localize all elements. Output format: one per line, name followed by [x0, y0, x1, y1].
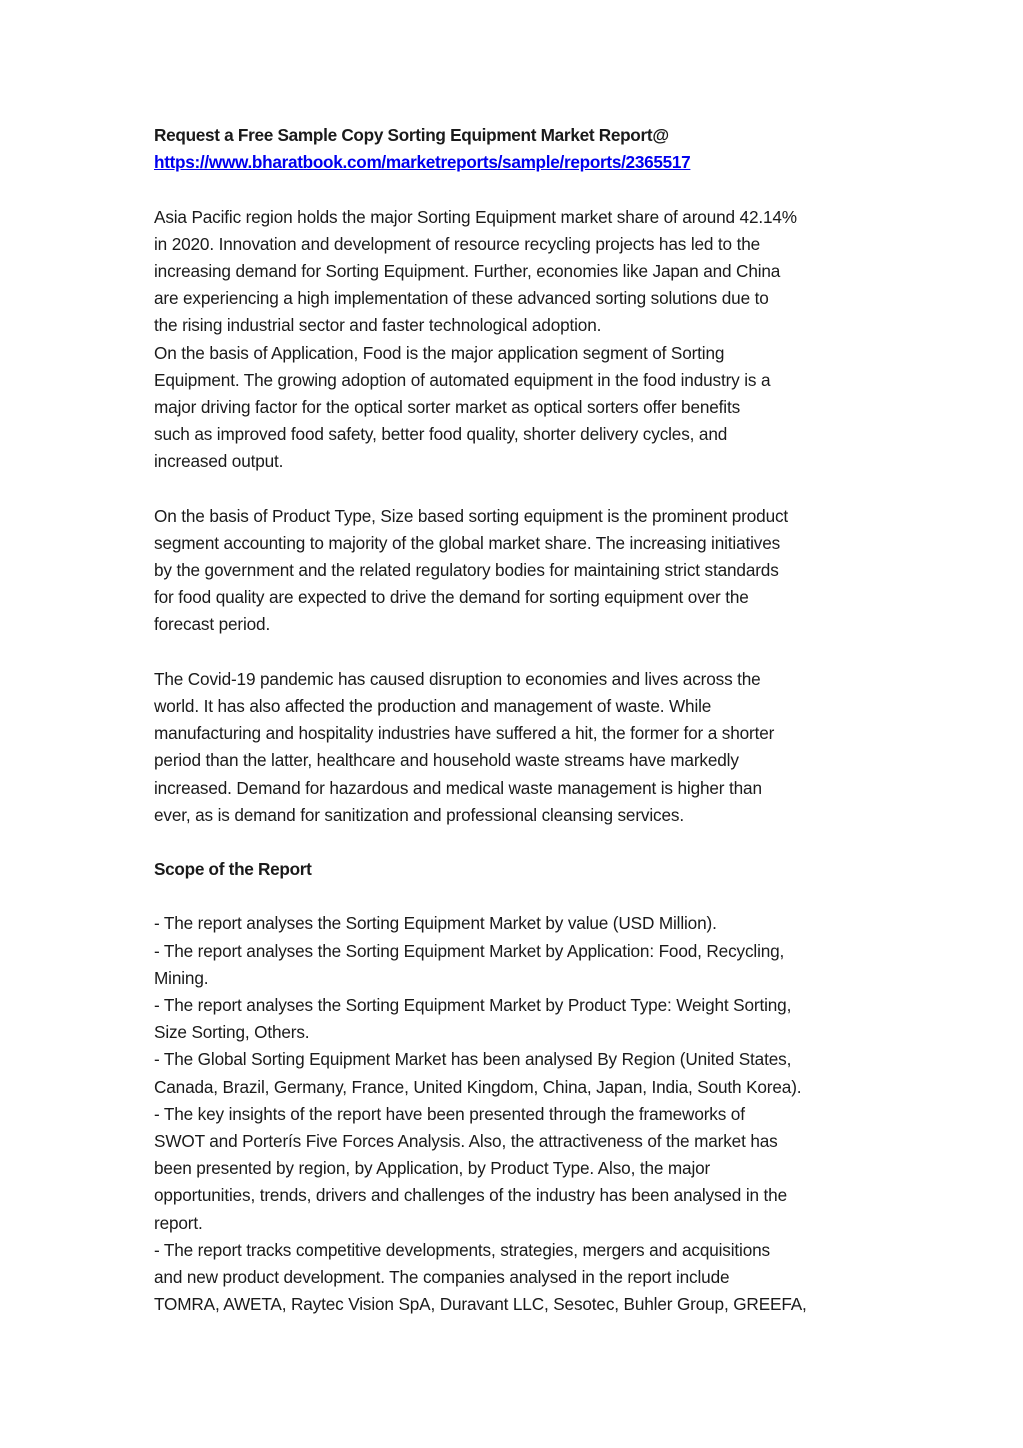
scope-line: report.	[154, 1212, 203, 1233]
scope-line: been presented by region, by Application, by Product Type. Also, the major	[154, 1158, 711, 1179]
text-line: forecast period.	[154, 614, 271, 635]
scope-line: - The report analyses the Sorting Equipment Market by Application: Food, Recycling,	[154, 940, 785, 961]
text-line: world. It has also affected the production and management of waste. While	[154, 695, 712, 716]
text-line: increased output.	[154, 451, 284, 472]
text-line: The Covid-19 pandemic has caused disruption to economies and lives across the	[154, 668, 761, 689]
text-line: manufacturing and hospitality industries have suffered a hit, the former for a shorter	[154, 723, 775, 744]
text-line: increasing demand for Sorting Equipment. Further, economies like Japan and China	[154, 260, 781, 281]
scope-line: TOMRA, AWETA, Raytec Vision SpA, Duravant LLC, Sesotec, Buhler Group, GREEFA,	[154, 1294, 807, 1315]
document-body	[154, 122, 894, 1318]
scope-list	[154, 910, 894, 1318]
sample-request-heading: Request a Free Sample Copy Sorting Equipment Market Report@	[154, 125, 669, 145]
scope-line: - The Global Sorting Equipment Market has been analysed By Region (United States,	[154, 1049, 792, 1070]
scope-line: opportunities, trends, drivers and challenges of the industry has been analysed in the	[154, 1185, 787, 1206]
paragraph-product-type	[154, 503, 894, 639]
scope-line: - The report analyses the Sorting Equipment Market by Product Type: Weight Sorting,	[154, 995, 792, 1015]
sample-report-link[interactable]: https://www.bharatbook.com/marketreports/sample/reports/2365517	[154, 152, 691, 173]
paragraph-covid	[154, 666, 894, 829]
text-line: Equipment. The growing adoption of automated equipment in the food industry is a	[154, 369, 771, 390]
spacer	[154, 475, 894, 502]
scope-line: Canada, Brazil, Germany, France, United Kingdom, China, Japan, India, South Korea).	[154, 1076, 802, 1097]
scope-heading: Scope of the Report	[154, 859, 312, 880]
spacer	[154, 639, 894, 666]
paragraph-asia-pacific	[154, 204, 894, 340]
text-line: are experiencing a high implementation of these advanced sorting solutions due to	[154, 288, 769, 309]
text-line: On the basis of Product Type, Size based sorting equipment is the prominent product	[154, 505, 789, 526]
text-line: segment accounting to majority of the global market share. The increasing initiatives	[154, 532, 781, 553]
paragraph-application	[154, 340, 894, 476]
text-line: for food quality are expected to drive the demand for sorting equipment over the	[154, 587, 749, 608]
text-line: by the government and the related regulatory bodies for maintaining strict standards	[154, 560, 779, 580]
text-line: period than the latter, healthcare and household waste streams have markedly	[154, 750, 739, 771]
text-line: major driving factor for the optical sorter market as optical sorters offer benefits	[154, 396, 741, 417]
scope-line: - The report analyses the Sorting Equipment Market by value (USD Million).	[154, 913, 717, 934]
text-line: Asia Pacific region holds the major Sorting Equipment market share of around 42.14%	[154, 206, 797, 227]
scope-line: SWOT and Porterís Five Forces Analysis. Also, the attractiveness of the market has	[154, 1130, 778, 1151]
text-line: increased. Demand for hazardous and medical waste management is higher than	[154, 777, 762, 798]
scope-line: Mining.	[154, 967, 209, 988]
spacer	[154, 829, 894, 856]
text-line: the rising industrial sector and faster technological adoption.	[154, 315, 602, 336]
spacer	[154, 176, 894, 203]
text-line: in 2020. Innovation and development of resource recycling projects has led to the	[154, 233, 761, 254]
text-line: On the basis of Application, Food is the major application segment of Sorting	[154, 342, 725, 363]
spacer	[154, 883, 894, 910]
scope-line: Size Sorting, Others.	[154, 1022, 310, 1043]
scope-line: - The report tracks competitive developments, strategies, mergers and acquisitions	[154, 1239, 770, 1260]
text-line: such as improved food safety, better food quality, shorter delivery cycles, and	[154, 424, 728, 445]
scope-line: and new product development. The companies analysed in the report include	[154, 1266, 730, 1287]
scope-line: - The key insights of the report have been presented through the frameworks of	[154, 1103, 745, 1124]
text-line: ever, as is demand for sanitization and professional cleansing services.	[154, 804, 684, 825]
